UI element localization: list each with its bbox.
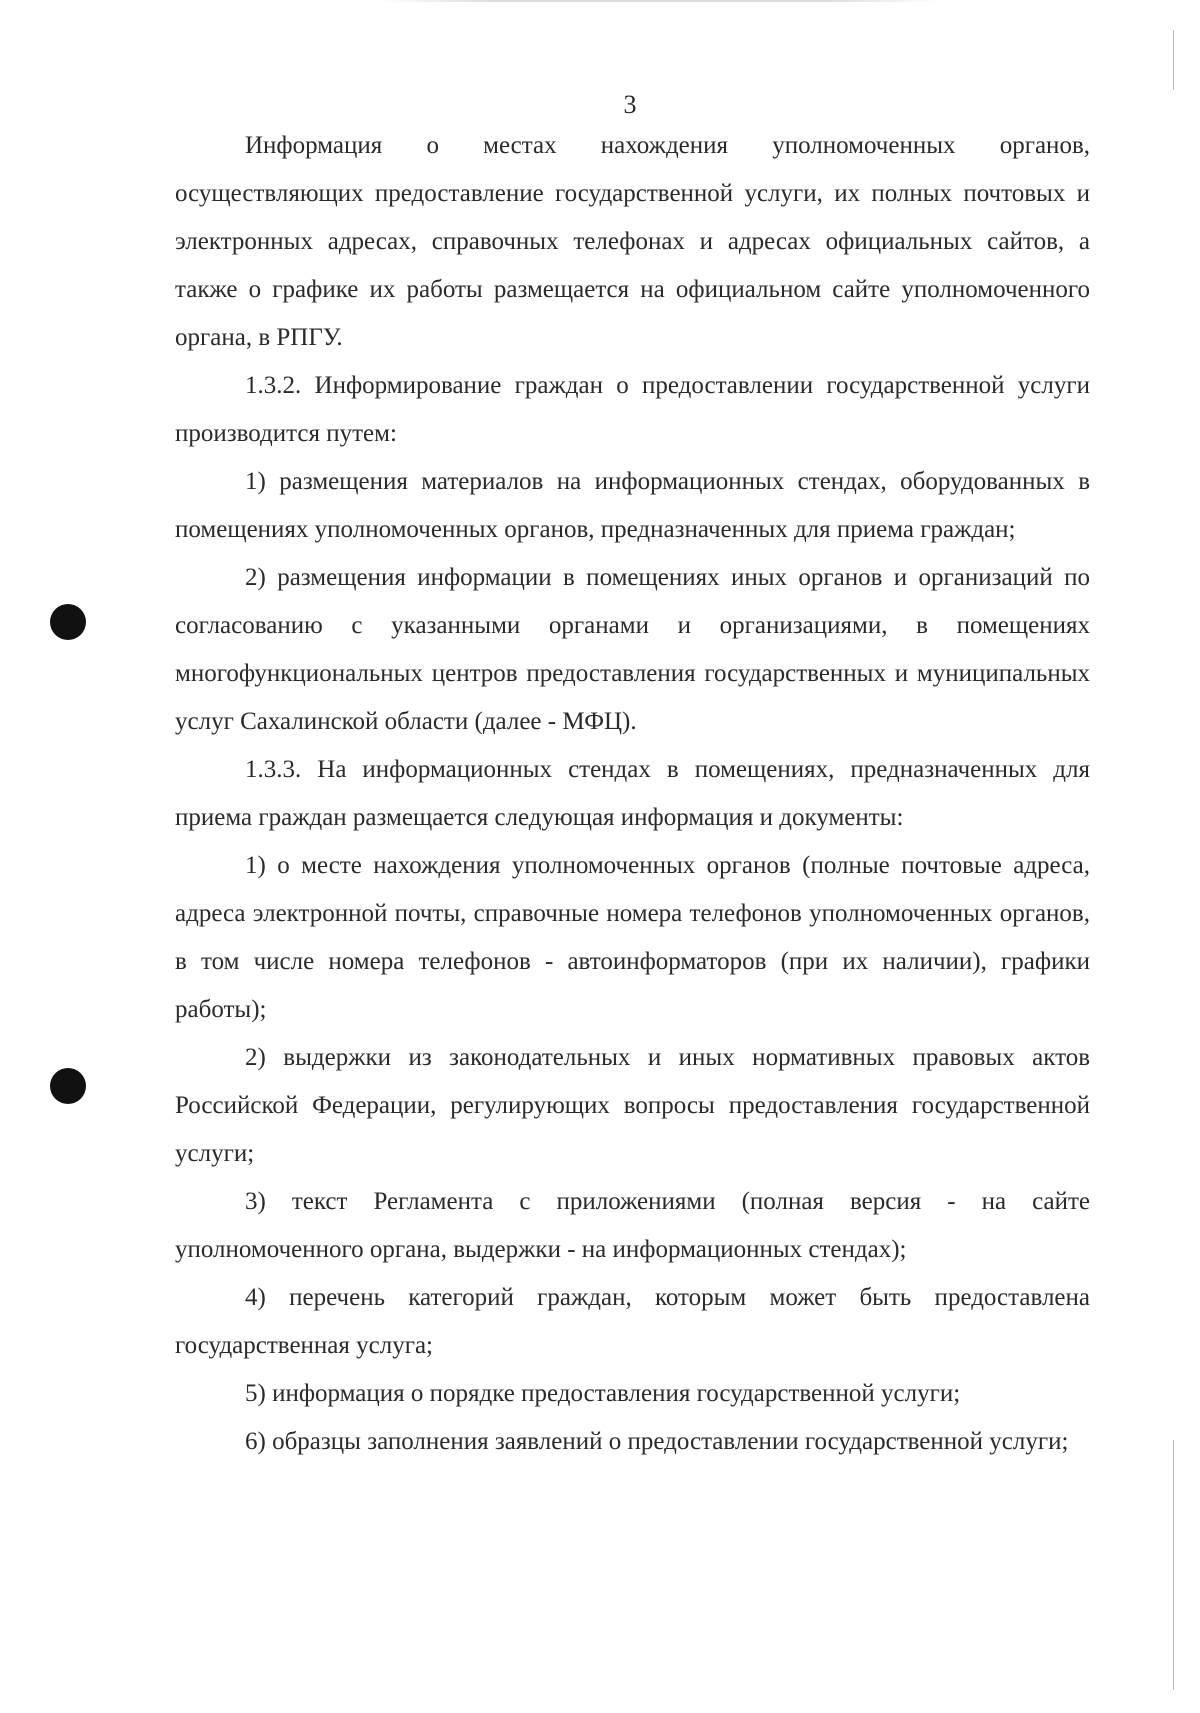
scan-right-edge-top <box>1173 30 1174 90</box>
document-body <box>175 122 1090 1466</box>
list-item: 6) образцы заполнения заявлений о предоставлении государственной услуги; <box>245 1428 1069 1455</box>
punch-hole-icon <box>50 604 86 640</box>
paragraph-1-3-3: 1.3.3. На информационных стендах в помещениях, предназначенных для приема граждан размещается следующая информация и документы: <box>175 756 1090 831</box>
page-number: 3 <box>623 90 637 119</box>
list-item: 3) текст Регламента с приложениями (полная версия - на сайте уполномоченного органа, выдержки - на информационных стендах); <box>175 1188 1090 1263</box>
list-item: 1) размещения материалов на информационных стендах, оборудованных в помещениях уполномоченных органов, предназначенных для приема граждан; <box>175 468 1090 543</box>
paragraph-1-3-2: 1.3.2. Информирование граждан о предоставлении государственной услуги производится путем: <box>175 372 1090 447</box>
paragraph-info-locations: Информация о местах нахождения уполномоченных органов, осуществляющих предоставление государственной услуги, их полных почтовых и электронных адресах, справочных телефонах и адресах официальных сайтов, а также о графике их работы размещается на официальном сайте уполномоченного органа, в РПГУ. <box>175 132 1090 351</box>
list-item: 1) о месте нахождения уполномоченных органов (полные почтовые адреса, адреса электронной почты, справочные номера телефонов уполномоченных органов, в том числе номера телефонов - автоинформаторов (при их наличии), графики работы); <box>175 852 1090 1023</box>
scan-right-edge-bottom <box>1173 1440 1174 1690</box>
list-item: 5) информация о порядке предоставления государственной услуги; <box>245 1380 961 1407</box>
list-item: 4) перечень категорий граждан, которым может быть предоставлена государственная услуга; <box>175 1284 1090 1359</box>
list-item: 2) выдержки из законодательных и иных нормативных правовых актов Российской Федерации, регулирующих вопросы предоставления государственной услуги; <box>175 1044 1090 1167</box>
punch-hole-icon <box>50 1068 86 1104</box>
list-item: 2) размещения информации в помещениях иных органов и организаций по согласованию с указанными органами и организациями, в помещениях многофункциональных центров предоставления государственных и муниципальных услуг Сахалинской области (далее - МФЦ). <box>175 564 1090 735</box>
scan-top-edge <box>380 0 940 2</box>
